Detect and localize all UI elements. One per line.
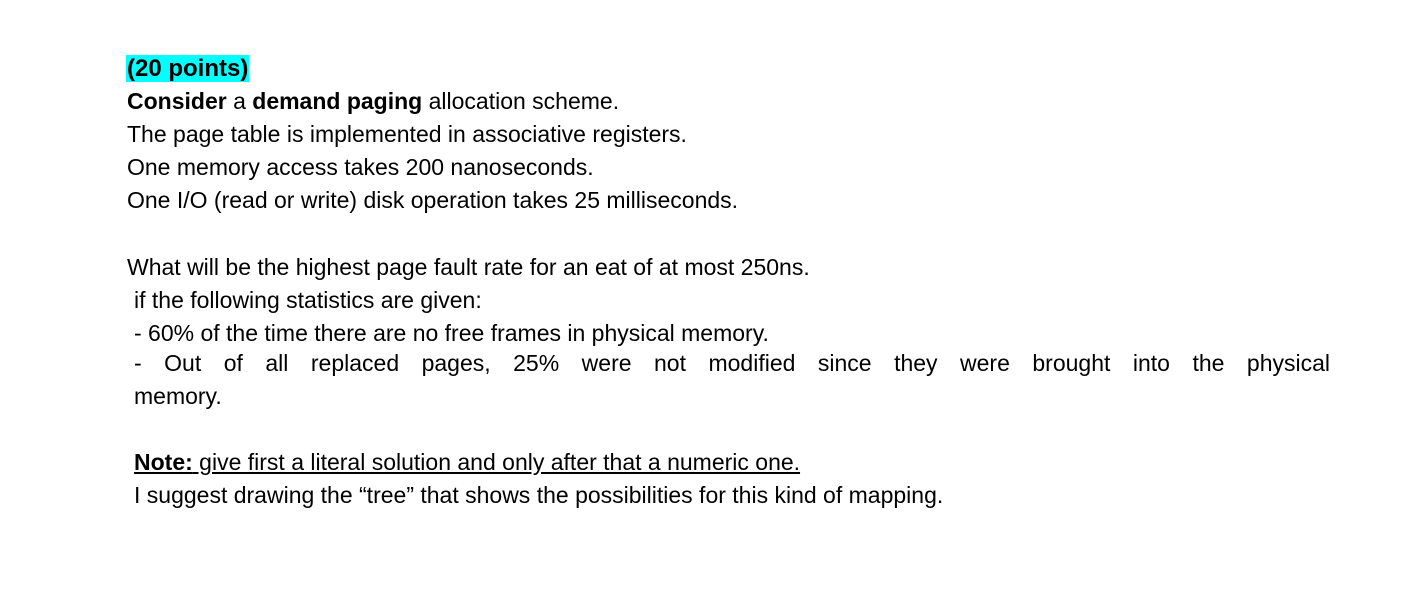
demand-paging-term: demand paging	[252, 88, 423, 114]
suggestion-line: I suggest drawing the “tree” that shows the possibilities for this kind of mapping.	[134, 482, 944, 508]
consider-word: Consider	[127, 88, 227, 114]
note-line	[134, 445, 800, 479]
note-label: Note:	[134, 449, 193, 475]
question-bullet-2: - Out of all replaced pages, 25% were not modified since they were brought into the physical	[134, 350, 1330, 376]
question-line-1: What will be the highest page fault rate for an eat of at most 250ns.	[127, 254, 810, 280]
intro-line-2: The page table is implemented in associative registers.	[127, 121, 687, 147]
question-bullet-2-continuation: memory.	[134, 383, 222, 409]
points-line	[126, 51, 249, 86]
points-highlight: (20 points)	[127, 55, 249, 82]
note-text: give first a literal solution and only after that a numeric one.	[192, 449, 801, 475]
intro-line-4: One I/O (read or write) disk operation takes 25 milliseconds.	[127, 187, 739, 213]
question-line-2: if the following statistics are given:	[134, 287, 482, 313]
intro-line-3: One memory access takes 200 nanoseconds.	[127, 154, 594, 180]
allocation-scheme-text: allocation scheme.	[422, 88, 620, 114]
question-bullet-1: - 60% of the time there are no free frames in physical memory.	[134, 320, 769, 346]
intro-line-1	[127, 84, 619, 118]
a-word: a	[226, 88, 253, 114]
